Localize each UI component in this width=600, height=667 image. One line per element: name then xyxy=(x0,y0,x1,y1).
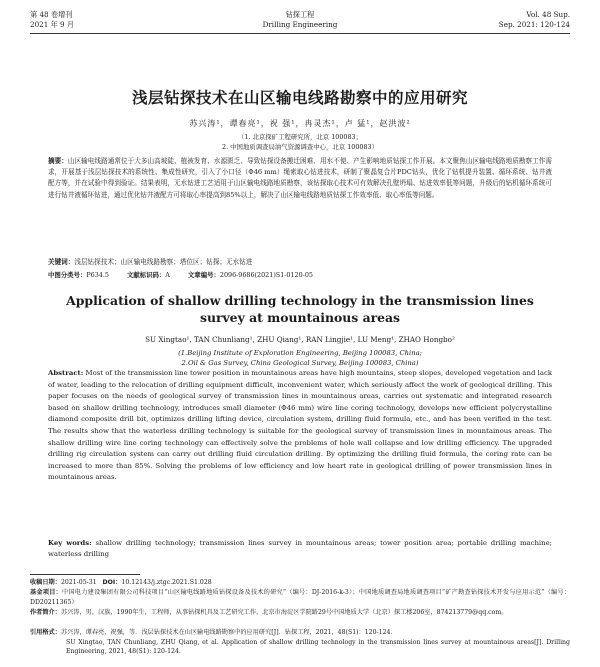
footnote-divider xyxy=(30,574,140,575)
footnote-author-bio: 作者简介：苏兴涛，男，汉族，1990年生，工程师，从事钻探机具及工艺研究工作，北京市海淀区学院路29号中国地质大学（北京）探工楼206室，874213779@qq.com。 xyxy=(30,609,508,616)
chinese-title: 浅层钻探技术在山区输电线路勘察中的应用研究 xyxy=(131,89,468,107)
chinese-abstract xyxy=(48,156,552,201)
chinese-keywords-label: 关键词： xyxy=(48,258,75,266)
english-affiliation-1: (1.Beijing Institute of Exploration Engineering, Beijing 100083, China; xyxy=(178,349,422,357)
chinese-abstract-label: 摘要： xyxy=(48,157,68,165)
article-number-label: 文章编号： xyxy=(187,271,220,279)
english-keywords-label: Key words: xyxy=(48,539,92,547)
document-code: A xyxy=(165,271,170,279)
article-number: 2096-9686(2021)S1-0120-05 xyxy=(219,271,313,279)
chinese-affiliation-1: （1. 北京探矿工程研究所，北京 100083； xyxy=(237,133,363,141)
english-abstract-label: Abstract: xyxy=(48,369,84,377)
document-code-label: 文献标识码： xyxy=(126,271,166,279)
footnote-fund: 基金项目：中国电力建设集团有限公司科技项目“山区输电线路地质钻探设备及技术的研究”（编号：DJ-2016-k-3）；中国地质调查局地质调查项目“矿产勘查钻探技术开发与应用示范”（编号：DD20211365） xyxy=(30,589,571,606)
chinese-keywords-text: 浅层钻探技术；山区输电线路勘察；塔位区；钻探；无水钻进 xyxy=(74,258,253,266)
english-title: Application of shallow drilling technology in the transmission lines survey at mountainous areas xyxy=(66,293,534,325)
chinese-authors: 苏兴涛¹，谭春亮¹，祝 强¹，冉灵杰¹，卢 猛¹，赵洪波² xyxy=(189,119,411,128)
chinese-keywords xyxy=(48,257,552,267)
header-divider xyxy=(30,33,570,34)
header-volume: 第 48 卷增刊 2021 年 9 月 xyxy=(30,10,75,29)
citation-english: SU Xingtao, TAN Chunliang, ZHU Qiang, et al. Application of shallow drilling technology in the transmission lines survey at mountainous areas[J]. Drilling Engineering, 2021, 48(S1): 120-124. xyxy=(66,638,570,656)
header-pages: Vol. 48 Sup. Sep. 2021: 120-124 xyxy=(498,10,570,29)
english-abstract xyxy=(48,368,552,484)
footnote-citation: 引用格式：苏兴涛，谭春亮，祝强，等．浅层钻探技术在山区输电线路勘察中的应用研究[J]．钻探工程，2021，48(S1)：120-124． SU Xingtao, TAN Chunliang, ZHU Qiang, et al. Application of shallow drilling technology in the transmission lines survey at mountainous areas[J]. Drilling Engineering, 2021, 48(S1): 120-124. xyxy=(30,629,570,656)
english-affiliation-2: 2.Oil & Gas Survey, China Geological Survey, Beijing 100083, China) xyxy=(181,359,419,367)
running-header xyxy=(30,6,570,40)
english-abstract-text: Most of the transmission line tower position in mountainous areas have high mountains, steep slopes, developed vegetation and lack of water, leading to the relocation of drilling equipment difficult, inconvenient water, which seriously affect the work of geological drilling. This paper focuses on the needs of geological survey of transmission lines in mountainous areas, carries out systematic and integrated research based on shallow drilling technology, introduces small diameter (Φ46 mm) wire line coring technology, develops new efficient polycrystalline diamond composite drill bit, optimizes drilling lifting device, circulation system, drilling fluid formula, etc., and has been verified in the test. The results show that the waterless drilling technology is suitable for the geological survey of transmission lines in mountainous areas. The shallow drilling wire line coring technology can effectively solve the problems of hole wall collapse and low drilling efficiency. The upgraded drilling rig circulation system can carry out drilling fluid circulation drilling. By optimizing the drilling fluid formula, the coring rate can be increased to more than 85%. Solving the problems of low efficiency and low heart rate in geological drilling of power transmission lines in mountainous areas. xyxy=(48,369,552,482)
doi: 10.12143/j.ztgc.2021.S1.028 xyxy=(121,579,212,586)
citation-chinese: 苏兴涛，谭春亮，祝强，等．浅层钻探技术在山区输电线路勘察中的应用研究[J]．钻探工程，2021，48(S1)：120-124． xyxy=(60,629,397,636)
chinese-affiliation-2: 2. 中国地质调查局油气资源调查中心，北京 100083） xyxy=(222,143,378,151)
footnote-received: 收稿日期：2021-05-31 DOI：10.12143/j.ztgc.2021.S1.028 xyxy=(30,579,212,586)
english-keywords xyxy=(48,538,552,560)
clc-label: 中图分类号： xyxy=(48,271,87,279)
clc-number: P634.5 xyxy=(86,271,109,279)
english-authors: SU Xingtao¹, TAN Chunliang¹, ZHU Qiang¹, RAN Lingjie¹, LU Meng¹, ZHAO Hongbo² xyxy=(145,335,455,344)
header-journal-name: 钻探工程 Drilling Engineering xyxy=(262,10,338,29)
chinese-abstract-text: 山区输电线路通常位于大多山高坡陡、植被发育、水源匮乏、导致钻探设备搬迁困难、用水不便、产生影响地质钻探工作开展。本文聚焦山区输电线路地质勘察工作需求，开展基于浅层钻探技术的系统性、集成性研究，引入了小口径（Φ46 mm）绳索取心钻进技术，研制了聚晶复合片PDC钻头，优化了钻机提升装置、循环系统、钻井液配方等，并在试验中得到验证。结果表明，无水钻进工艺适用于山区输电线路地质勘察，该钻探取心技术可有效解决孔壁坍塌、钻进效率低等问题，升级后的钻机循环系统可进行钻井液循环钻进，通过优化钻井液配方可将取心率提高到85%以上，解决了山区输电线路地质钻探工作效率低、取心率低等问题。 xyxy=(48,157,553,199)
english-keywords-text: shallow drilling technology; transmission lines survey in mountainous areas; tower position area; portable drilling machine; waterless drilling xyxy=(48,539,552,558)
classification-line xyxy=(48,270,552,280)
